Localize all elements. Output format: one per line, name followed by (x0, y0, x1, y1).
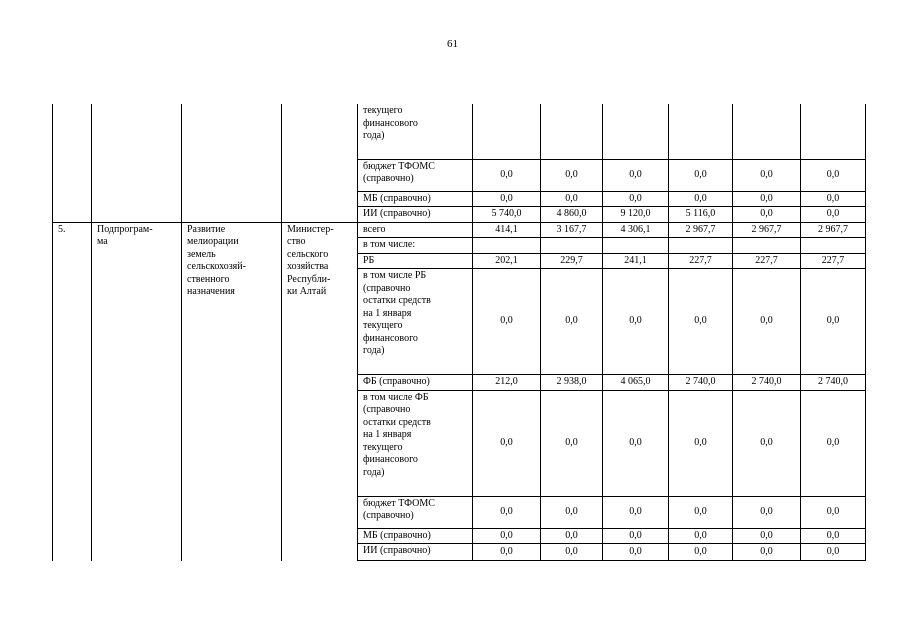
section-type-line: ма (97, 236, 108, 247)
label-line: МБ (справочно) (363, 529, 431, 541)
value-cell: 0,0 (801, 496, 866, 528)
empty-cell (53, 104, 92, 159)
section-executor-line: хозяйства (287, 261, 329, 272)
value-cell: 0,0 (669, 269, 733, 375)
value-cell: 0,0 (603, 159, 669, 191)
section-number: 5. (53, 222, 92, 561)
label-line: остатки средств (363, 295, 431, 306)
value-cell: 0,0 (473, 269, 541, 375)
value-cell: 2 967,7 (801, 222, 866, 238)
page-number: 61 (447, 38, 458, 50)
section-name-line: назначения (187, 286, 235, 297)
value-cell: 241,1 (603, 253, 669, 269)
section-type (92, 222, 182, 561)
value-cell: 0,0 (801, 207, 866, 223)
value-cell: 0,0 (733, 528, 801, 544)
empty-cell (92, 191, 182, 207)
value-cell (603, 104, 669, 159)
label-line: (справочно) (363, 510, 414, 521)
label-line: года) (363, 130, 385, 141)
label-line: ИИ (справочно) (363, 545, 431, 556)
label-line: РБ (363, 254, 375, 266)
value-cell: 202,1 (473, 253, 541, 269)
value-cell: 0,0 (541, 159, 603, 191)
value-cell: 0,0 (801, 528, 866, 544)
value-cell: 9 120,0 (603, 207, 669, 223)
value-cell: 227,7 (801, 253, 866, 269)
table-row (53, 222, 866, 238)
value-cell (669, 104, 733, 159)
value-cell: 0,0 (733, 496, 801, 528)
value-cell: 0,0 (541, 544, 603, 561)
value-cell: 0,0 (733, 390, 801, 496)
label-line: МБ (справочно) (363, 192, 431, 204)
label-line: (справочно) (363, 173, 414, 184)
value-cell: 0,0 (541, 496, 603, 528)
value-cell: 2 740,0 (801, 375, 866, 391)
value-cell (801, 104, 866, 159)
value-cell: 0,0 (473, 544, 541, 561)
label-line: ФБ (справочно) (363, 376, 430, 387)
value-cell: 0,0 (541, 269, 603, 375)
label-line: финансового (363, 117, 418, 129)
funding-source-label (358, 528, 473, 544)
empty-cell (92, 207, 182, 223)
value-cell: 0,0 (733, 207, 801, 223)
section-executor-line: ки Алтай (287, 286, 327, 297)
funding-source-label (358, 207, 473, 223)
value-cell: 229,7 (541, 253, 603, 269)
value-cell: 414,1 (473, 222, 541, 238)
label-line: текущего (363, 105, 403, 116)
value-cell: 0,0 (669, 544, 733, 561)
value-cell: 0,0 (603, 390, 669, 496)
value-cell (473, 104, 541, 159)
empty-cell (53, 207, 92, 223)
value-cell: 0,0 (801, 390, 866, 496)
funding-source-label (358, 496, 473, 528)
section-executor-line: ство (287, 236, 306, 247)
section-executor-line: Министер- (287, 223, 334, 235)
label-line: года) (363, 466, 385, 478)
value-cell: 0,0 (603, 269, 669, 375)
value-cell: 227,7 (733, 253, 801, 269)
empty-cell (92, 104, 182, 159)
label-line: (справочно (363, 282, 411, 294)
value-cell: 2 938,0 (541, 375, 603, 391)
value-cell: 0,0 (669, 496, 733, 528)
funding-source-label (358, 544, 473, 561)
label-line: финансового (363, 332, 418, 344)
funding-source-label (358, 253, 473, 269)
label-line: на 1 января (363, 429, 412, 440)
value-cell: 0,0 (603, 191, 669, 207)
value-cell: 0,0 (603, 528, 669, 544)
funding-source-label (358, 104, 473, 159)
value-cell: 2 740,0 (669, 375, 733, 391)
label-line: остатки средств (363, 416, 431, 428)
section-name-line: ственного (187, 273, 230, 285)
value-cell: 4 860,0 (541, 207, 603, 223)
value-cell: 2 967,7 (733, 222, 801, 238)
section-executor-line: Республи- (287, 273, 331, 285)
value-cell: 0,0 (801, 159, 866, 191)
value-cell: 0,0 (541, 191, 603, 207)
funding-source-label (358, 238, 473, 254)
value-cell: 0,0 (603, 544, 669, 561)
section-executor (282, 222, 358, 561)
table-row (53, 207, 866, 223)
table-row (53, 159, 866, 191)
value-cell: 2 967,7 (669, 222, 733, 238)
label-line: всего (363, 223, 386, 235)
label-line: (справочно (363, 404, 411, 415)
value-cell: 0,0 (801, 269, 866, 375)
section-type-line: Подпрограм- (97, 223, 153, 235)
budget-table (52, 104, 866, 561)
value-cell (541, 238, 603, 254)
section-name-line: земель (187, 248, 216, 260)
value-cell: 227,7 (669, 253, 733, 269)
section-name-line: мелиорации (187, 236, 239, 247)
funding-source-label (358, 222, 473, 238)
value-cell (473, 238, 541, 254)
value-cell (669, 238, 733, 254)
label-line: текущего (363, 441, 403, 453)
section-name-line: сельскохозяй- (187, 261, 246, 272)
empty-cell (282, 104, 358, 159)
label-line: в том числе ФБ (363, 391, 429, 403)
value-cell: 0,0 (733, 191, 801, 207)
value-cell: 0,0 (669, 390, 733, 496)
value-cell: 0,0 (801, 191, 866, 207)
funding-source-label (358, 269, 473, 375)
value-cell (733, 104, 801, 159)
value-cell: 0,0 (669, 159, 733, 191)
empty-cell (282, 207, 358, 223)
label-line: в том числе РБ (363, 270, 427, 281)
section-executor-line: сельского (287, 248, 329, 260)
label-line: на 1 января (363, 307, 412, 319)
empty-cell (282, 159, 358, 191)
value-cell: 212,0 (473, 375, 541, 391)
empty-cell (182, 191, 282, 207)
funding-source-label (358, 191, 473, 207)
label-line: года) (363, 345, 385, 356)
label-line: в том числе: (363, 239, 416, 250)
value-cell: 4 306,1 (603, 222, 669, 238)
value-cell (733, 238, 801, 254)
empty-cell (53, 191, 92, 207)
empty-cell (182, 104, 282, 159)
empty-cell (53, 159, 92, 191)
value-cell (541, 104, 603, 159)
value-cell: 0,0 (733, 159, 801, 191)
funding-source-label (358, 390, 473, 496)
empty-cell (92, 159, 182, 191)
value-cell: 5 740,0 (473, 207, 541, 223)
value-cell: 0,0 (473, 528, 541, 544)
value-cell (801, 238, 866, 254)
value-cell: 3 167,7 (541, 222, 603, 238)
value-cell: 4 065,0 (603, 375, 669, 391)
empty-cell (182, 207, 282, 223)
value-cell: 0,0 (541, 528, 603, 544)
value-cell: 0,0 (669, 191, 733, 207)
empty-cell (182, 159, 282, 191)
label-line: бюджет ТФОМС (363, 160, 435, 172)
table-row (53, 191, 866, 207)
label-line: ИИ (справочно) (363, 208, 431, 219)
value-cell: 0,0 (473, 390, 541, 496)
value-cell: 0,0 (473, 496, 541, 528)
label-line: финансового (363, 454, 418, 465)
value-cell: 0,0 (603, 496, 669, 528)
value-cell: 0,0 (473, 159, 541, 191)
section-name (182, 222, 282, 561)
value-cell: 2 740,0 (733, 375, 801, 391)
label-line: текущего (363, 320, 403, 331)
section-name-line: Развитие (187, 223, 226, 235)
value-cell: 0,0 (473, 191, 541, 207)
value-cell: 5 116,0 (669, 207, 733, 223)
funding-source-label (358, 375, 473, 391)
value-cell: 0,0 (733, 269, 801, 375)
value-cell: 0,0 (669, 528, 733, 544)
value-cell: 0,0 (733, 544, 801, 561)
value-cell: 0,0 (541, 390, 603, 496)
value-cell (603, 238, 669, 254)
label-line: бюджет ТФОМС (363, 497, 435, 509)
funding-source-label (358, 159, 473, 191)
value-cell: 0,0 (801, 544, 866, 561)
table-row (53, 104, 866, 159)
empty-cell (282, 191, 358, 207)
